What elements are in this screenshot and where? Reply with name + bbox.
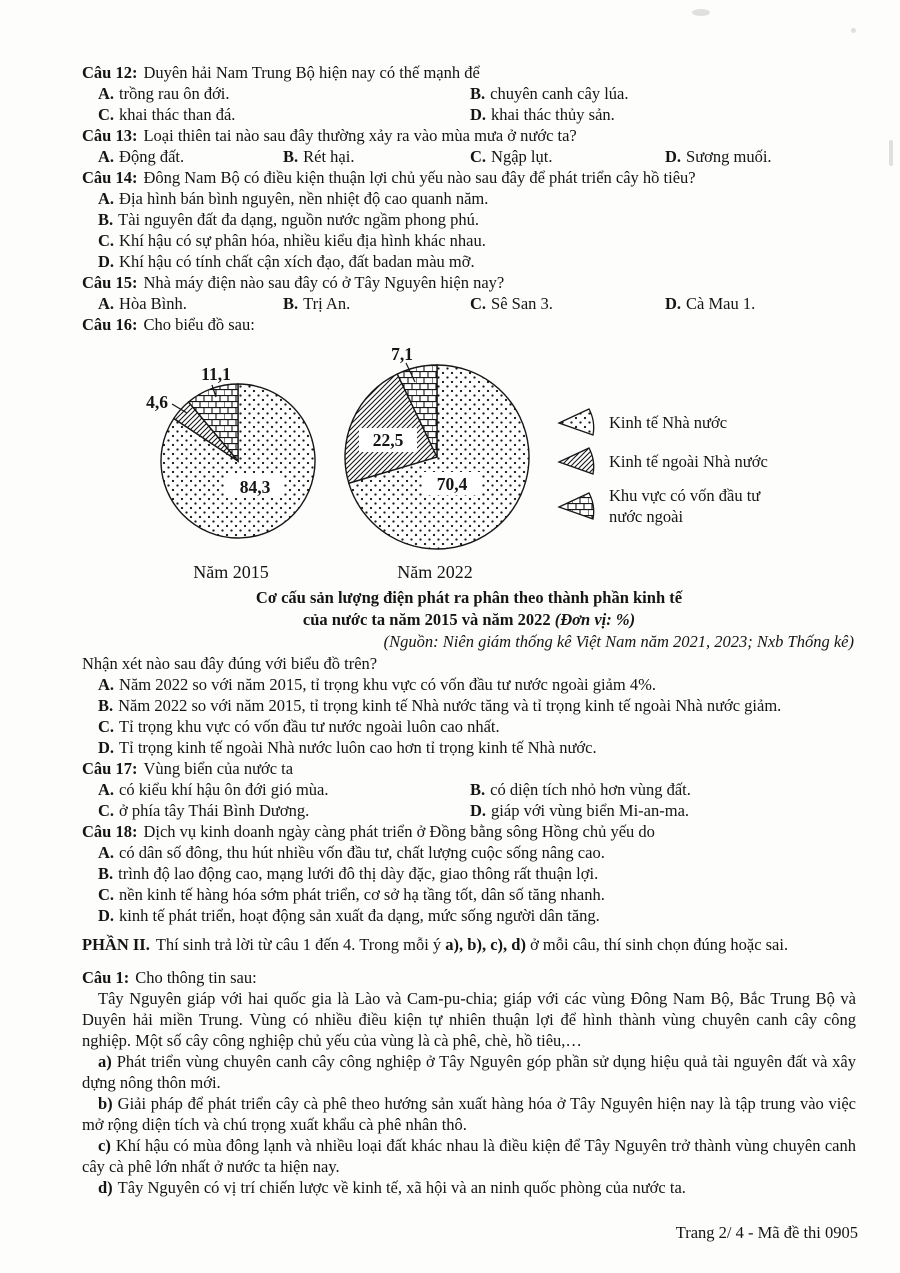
pie-2022 [345,344,529,582]
q17-option-d: D. giáp với vùng biển Mi-an-ma. [470,801,690,820]
legend-fdi-label: Khu vực có vốn đầu tư nước ngoài [609,486,761,526]
question-17-options-row-2 [82,800,856,821]
legend-state-label: Kinh tế Nhà nước [609,412,728,432]
question-17-text: Vùng biển của nước ta [143,759,294,778]
question-12-options-row-1 [82,83,856,104]
question-12-stem [82,62,856,83]
page-footer: Trang 2/ 4 - Mã đề thi 0905 [675,1223,858,1242]
q18-option-c: C. nền kinh tế hàng hóa sớm phát triển, cơ sở hạ tầng tốt, dân số tăng nhanh. [98,885,605,904]
question-12-text: Duyên hải Nam Trung Bộ hiện nay có thế mạnh để [143,63,480,82]
q14-option-a: A. Địa hình bán bình nguyên, nền nhiệt độ cao quanh năm. [98,189,489,208]
cau1-item-b: b) Giải pháp để phát triển cây cà phê theo hướng sản xuất hàng hóa ở Tây Nguyên hiện nay là tập trung vào việc mở rộng diện tích và chú trọng xuất khẩu cà phê nhân thô. [82,1094,856,1134]
q17-option-a: A. có kiểu khí hậu ôn đới gió mùa. [98,780,329,799]
question-18-label: Câu 18: [82,822,138,841]
scan-speck [851,28,856,33]
chart-title-line2: của nước ta năm 2015 và năm 2022 (Đơn vị: %) [302,610,636,629]
chart-title-line1: Cơ cấu sản lượng điện phát ra phân theo thành phần kinh tế [255,588,683,607]
question-12-options-row-2 [82,104,856,125]
q16-option-c: C. Tỉ trọng khu vực có vốn đầu tư nước ngoài luôn cao nhất. [98,717,500,736]
pie-2022-state-value: 70,4 [436,474,468,494]
pie-2015-year-label: Năm 2015 [193,562,269,582]
cau1-stem [82,967,856,988]
q17-option-c: C. ở phía tây Thái Bình Dương. [98,801,310,820]
pie-2015 [146,364,315,582]
question-18-stem [82,821,856,842]
q14-option-d: D. Khí hậu có tính chất cận xích đạo, đất badan màu mỡ. [98,252,475,271]
question-14-text: Đông Nam Bộ có điều kiện thuận lợi chủ yếu nào sau đây để phát triển cây hồ tiêu? [143,168,696,187]
question-16-text: Cho biểu đồ sau: [143,315,255,334]
question-15-options-row [82,293,856,314]
exam-content [82,62,856,1198]
question-13-options-row [82,146,856,167]
q18-option-a: A. có dân số đông, thu hút nhiều vốn đầu tư, chất lượng cuộc sống nâng cao. [98,843,605,862]
cau1-item-d: d) Tây Nguyên có vị trí chiến lược về kinh tế, xã hội và an ninh quốc phòng của nước ta. [98,1178,686,1197]
cau1-stem-text: Cho thông tin sau: [135,968,257,987]
legend-diagonal-wedge-icon [556,446,598,476]
question-14-label: Câu 14: [82,168,138,187]
q12-option-b: B. chuyên canh cây lúa. [470,84,629,103]
question-16-prompt: Nhận xét nào sau đây đúng với biểu đồ trên? [82,654,378,673]
q15-option-b: B. Trị An. [283,294,351,313]
legend-item-state [556,407,846,437]
part2-heading: PHẦN II. Thí sinh trả lời từ câu 1 đến 4. Trong mỗi ý a), b), c), d) ở mỗi câu, thí sinh chọn đúng hoặc sai. [82,935,789,954]
question-16-stem [82,314,856,335]
q12-option-c: C. khai thác than đá. [98,105,236,124]
legend-brick-wedge-icon [556,491,598,521]
cau1-item-c: c) Khí hậu có mùa đông lạnh và nhiều loại đất khác nhau là điều kiện để Tây Nguyên trở thành vùng chuyên canh cây cà phê lớn nhất ở nước ta hiện nay. [82,1136,856,1176]
pie-2015-fdi-value: 11,1 [201,364,231,384]
chart-legend [556,407,846,536]
legend-nonstate-label: Kinh tế ngoài Nhà nước [609,451,768,471]
scan-speck [692,9,710,16]
pie-2022-year-label: Năm 2022 [397,562,473,582]
q18-option-b: B. trình độ lao động cao, mạng lưới đô thị dày đặc, giao thông rất thuận lợi. [98,864,599,883]
question-17-label: Câu 17: [82,759,138,778]
legend-dots-wedge-icon [556,407,598,437]
q13-option-a: A. Động đất. [98,147,185,166]
q18-option-d: D. kinh tế phát triển, hoạt động sản xuất đa dạng, mức sống người dân tăng. [98,906,600,925]
chart-source: (Nguồn: Niên giám thống kê Việt Nam năm 2021, 2023; Nxb Thống kê) [383,632,854,651]
question-15-stem [82,272,856,293]
question-18-text: Dịch vụ kinh doanh ngày càng phát triển ở Đồng bằng sông Hồng chủ yếu do [143,822,655,841]
q13-option-d: D. Sương muối. [665,147,772,166]
q14-option-b: B. Tài nguyên đất đa dạng, nguồn nước ngầm phong phú. [98,210,480,229]
cau1-item-a: a) Phát triển vùng chuyên canh cây công nghiệp ở Tây Nguyên góp phần sử dụng hiệu quả tài nguyên đất và xây dựng nông thôn mới. [82,1052,856,1092]
scan-speck [889,140,893,166]
q15-option-d: D. Cà Mau 1. [665,294,756,313]
q13-option-c: C. Ngập lụt. [470,147,553,166]
legend-item-fdi [556,485,846,527]
q14-option-c: C. Khí hậu có sự phân hóa, nhiều kiểu địa hình khác nhau. [98,231,486,250]
chart-figure [82,335,856,587]
q13-option-b: B. Rét hại. [283,147,355,166]
q15-option-c: C. Sê San 3. [470,294,553,313]
q16-option-a: A. Năm 2022 so với năm 2015, tỉ trọng khu vực có vốn đầu tư nước ngoài giảm 4%. [98,675,656,694]
legend-item-nonstate [556,446,846,476]
question-14-stem [82,167,856,188]
question-13-label: Câu 13: [82,126,138,145]
pie-2022-nonstate-value: 22,5 [372,430,404,450]
q16-option-b: B. Năm 2022 so với năm 2015, tỉ trọng kinh tế Nhà nước tăng và tỉ trọng kinh tế ngoài Nhà nước giảm. [98,696,782,715]
question-16-label: Câu 16: [82,315,138,334]
cau1-label: Câu 1: [82,968,130,987]
question-13-stem [82,125,856,146]
q15-option-a: A. Hòa Bình. [98,294,187,313]
cau1-passage: Tây Nguyên giáp với hai quốc gia là Lào và Cam-pu-chia; giáp với các vùng Đông Nam Bộ, Bắc Trung Bộ và Duyên hải miền Trung. Vùng có nhiều điều kiện tự nhiên thuận lợi để hình thành vùng chuyên canh cây công nghiệp. Một số cây công nghiệp chủ yếu của vùng là cà phê, chè, hồ tiêu,… [82,989,856,1050]
chart-unit-note: (Đơn vị: %) [554,610,636,629]
question-15-label: Câu 15: [82,273,138,292]
pie-2015-nonstate-value: 4,6 [146,392,168,412]
question-17-options-row-1 [82,779,856,800]
q12-option-d: D. khai thác thủy sản. [470,105,615,124]
question-17-stem [82,758,856,779]
question-15-text: Nhà máy điện nào sau đây có ở Tây Nguyên hiện nay? [143,273,505,292]
q17-option-b: B. có diện tích nhỏ hơn vùng đất. [470,780,691,799]
q12-option-a: A. trồng rau ôn đới. [98,84,230,103]
pie-2015-state-value: 84,3 [239,477,271,497]
question-13-text: Loại thiên tai nào sau đây thường xảy ra vào mùa mưa ở nước ta? [143,126,577,145]
q16-option-d: D. Tỉ trọng kinh tế ngoài Nhà nước luôn cao hơn tỉ trọng kinh tế Nhà nước. [98,738,597,757]
question-12-label: Câu 12: [82,63,138,82]
pie-2022-fdi-value: 7,1 [391,344,413,364]
part2-label: PHẦN II. [82,935,150,954]
